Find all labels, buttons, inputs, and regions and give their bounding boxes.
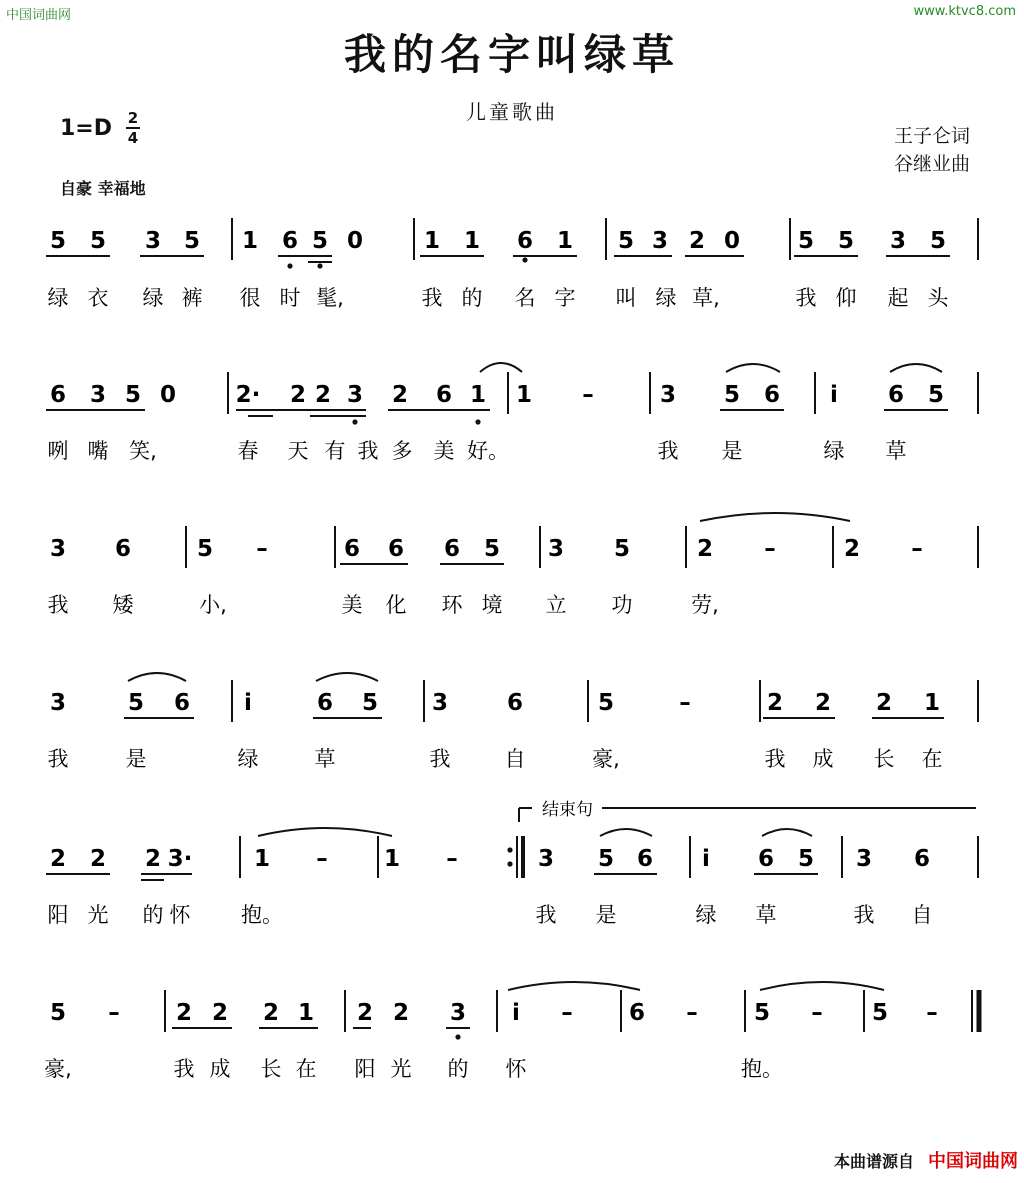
lyric: 劳, — [691, 593, 719, 617]
note: 6 — [281, 228, 299, 254]
lyric: 我 — [47, 593, 69, 617]
note: 5 — [124, 382, 142, 408]
note: 1 — [241, 228, 259, 254]
lyric: 春 — [237, 439, 259, 463]
lyric: 是 — [125, 747, 147, 771]
lyric: 的 — [447, 1057, 469, 1081]
lyric: 境 — [481, 593, 503, 617]
note: i — [702, 846, 710, 872]
note: 2 — [391, 382, 409, 408]
note: 5 — [753, 1000, 771, 1026]
note: 3 — [889, 228, 907, 254]
note: 5 — [929, 228, 947, 254]
octave-dot — [475, 419, 480, 424]
note: 3 — [346, 382, 364, 408]
note: 2 — [49, 846, 67, 872]
note: 3 — [431, 690, 449, 716]
note: 3 — [659, 382, 677, 408]
lyric: 自 — [911, 903, 933, 927]
note: 5 — [613, 536, 631, 562]
footer — [834, 1147, 1018, 1173]
note: 2 — [688, 228, 706, 254]
lyric: 成 — [209, 1057, 231, 1081]
lyric: 光 — [87, 903, 109, 927]
lyric: 裤 — [181, 286, 203, 310]
lyric: 叫 — [615, 286, 637, 310]
note: 6 — [506, 690, 524, 716]
lyric: 草 — [314, 747, 336, 771]
lyric: 是 — [721, 439, 743, 463]
note: 2 — [144, 846, 162, 872]
note: – — [561, 1000, 573, 1026]
note: 5 — [127, 690, 145, 716]
lyric: 绿 — [142, 286, 164, 310]
note: 3 — [49, 536, 67, 562]
note: 0 — [346, 228, 364, 254]
note: 2 — [814, 690, 832, 716]
lyric: 头 — [927, 286, 949, 310]
note: 5 — [89, 228, 107, 254]
song-title: 我的名字叫绿草 — [343, 30, 680, 79]
note: i — [512, 1000, 520, 1026]
note: – — [926, 1000, 938, 1026]
note: 2 — [696, 536, 714, 562]
lyric: 美 — [341, 593, 363, 617]
lyric: 光 — [390, 1057, 412, 1081]
note: 5 — [617, 228, 635, 254]
lyric: 抱。 — [241, 903, 283, 927]
note: – — [256, 536, 268, 562]
slur — [890, 364, 942, 372]
octave-dot — [317, 263, 322, 268]
meter-bottom: 4 — [127, 129, 139, 147]
lyric: 名 — [514, 286, 536, 310]
note: 2 — [392, 1000, 410, 1026]
octave-dot — [287, 263, 292, 268]
lyric: 绿 — [695, 903, 717, 927]
note: – — [316, 846, 328, 872]
note: 1 — [297, 1000, 315, 1026]
lyric: 自 — [504, 747, 526, 771]
lyric: 我 — [764, 747, 786, 771]
footer-site: 中国词曲网 — [928, 1151, 1018, 1172]
note: – — [446, 846, 458, 872]
note: 3 — [651, 228, 669, 254]
repeat-dot — [507, 861, 512, 866]
note: 3 — [89, 382, 107, 408]
note: 6 — [516, 228, 534, 254]
lyric: 豪, — [592, 747, 620, 771]
note: 6 — [316, 690, 334, 716]
note: 3 — [547, 536, 565, 562]
lyric: 咧 — [47, 439, 69, 463]
note: 2 — [843, 536, 861, 562]
note: 6 — [636, 846, 654, 872]
lyric: 在 — [295, 1057, 317, 1081]
lyric: 我 — [47, 747, 69, 771]
note: 3 — [49, 690, 67, 716]
lyric: 我 — [853, 903, 875, 927]
note: 2 — [211, 1000, 229, 1026]
note: 6 — [913, 846, 931, 872]
lyric: 很 — [239, 286, 261, 310]
lyric: 起 — [887, 286, 909, 310]
note: i — [830, 382, 838, 408]
note: 6 — [49, 382, 67, 408]
note: 3· — [167, 846, 193, 872]
lyric: 阳 — [354, 1057, 376, 1081]
slur — [128, 673, 186, 681]
lyric: 多 — [391, 439, 413, 463]
octave-dot — [352, 419, 357, 424]
note: 2 — [175, 1000, 193, 1026]
note: 5 — [871, 1000, 889, 1026]
watermark-left: 中国词曲网 — [6, 8, 72, 23]
slur — [480, 363, 522, 372]
note: 5 — [837, 228, 855, 254]
note: 6 — [763, 382, 781, 408]
slur — [700, 513, 850, 521]
lyric: 绿 — [47, 286, 69, 310]
note: 5 — [927, 382, 945, 408]
lyric: 我 — [421, 286, 443, 310]
note: 3 — [144, 228, 162, 254]
note: 6 — [114, 536, 132, 562]
lyric: 字 — [554, 286, 576, 310]
note: 1 — [515, 382, 533, 408]
note: 5 — [723, 382, 741, 408]
lyric: 嘴 — [87, 439, 109, 463]
note: 2 — [875, 690, 893, 716]
lyric: 成 — [812, 747, 834, 771]
note: 6 — [628, 1000, 646, 1026]
note: 3 — [537, 846, 555, 872]
lyric: 的 — [142, 903, 164, 927]
lyric: 环 — [441, 593, 463, 617]
note: 5 — [361, 690, 379, 716]
key-signature: 1=D — [60, 116, 113, 141]
lyric: 抱。 — [741, 1057, 783, 1081]
note: 5 — [49, 1000, 67, 1026]
lyric: 绿 — [823, 439, 845, 463]
note: 1 — [423, 228, 441, 254]
octave-dot — [455, 1034, 460, 1039]
note: 6 — [435, 382, 453, 408]
slur — [508, 982, 640, 990]
lyric: 绿 — [237, 747, 259, 771]
note: 6 — [173, 690, 191, 716]
note: 2· — [235, 382, 261, 408]
note: 2 — [89, 846, 107, 872]
note: 2 — [356, 1000, 374, 1026]
note: 6 — [887, 382, 905, 408]
note: 6 — [443, 536, 461, 562]
slur — [760, 982, 884, 990]
note: 3 — [449, 1000, 467, 1026]
lyric: 在 — [921, 747, 943, 771]
note: 1 — [923, 690, 941, 716]
lyric: 我 — [173, 1057, 195, 1081]
note: 5 — [196, 536, 214, 562]
note: 2 — [766, 690, 784, 716]
lyric: 矮 — [112, 593, 134, 617]
note: 6 — [757, 846, 775, 872]
lyric: 髦, — [316, 286, 344, 310]
ending-label: 结束句 — [542, 800, 593, 820]
lyric: 天 — [287, 439, 309, 463]
lyric: 怀 — [505, 1057, 527, 1081]
note: – — [764, 536, 776, 562]
lyric: 绿 — [655, 286, 677, 310]
note: 2 — [314, 382, 332, 408]
lyric: 我 — [795, 286, 817, 310]
note: 1 — [383, 846, 401, 872]
slur — [258, 828, 392, 836]
note: 5 — [483, 536, 501, 562]
lyric: 长 — [873, 747, 895, 771]
lyric: 功 — [611, 593, 633, 617]
note: 3 — [855, 846, 873, 872]
note: – — [582, 382, 594, 408]
note: 5 — [311, 228, 329, 254]
lyric: 小, — [199, 593, 227, 617]
note: 1 — [469, 382, 487, 408]
note: 5 — [183, 228, 201, 254]
lyric: 草, — [692, 286, 720, 310]
lyric: 我 — [657, 439, 679, 463]
lyric: 豪, — [44, 1057, 72, 1081]
slur — [316, 673, 378, 681]
lyric: 长 — [260, 1057, 282, 1081]
slur — [726, 364, 780, 372]
composer: 谷继业曲 — [893, 153, 970, 175]
note: 2 — [262, 1000, 280, 1026]
lyric: 的 — [461, 286, 483, 310]
lyric: 立 — [545, 593, 567, 617]
meter-top: 2 — [127, 109, 139, 127]
note: – — [686, 1000, 698, 1026]
lyricist: 王子仑词 — [893, 125, 970, 147]
lyric: 好。 — [467, 439, 509, 463]
note: 6 — [387, 536, 405, 562]
lyric: 草 — [755, 903, 777, 927]
note: 5 — [797, 228, 815, 254]
note: 6 — [343, 536, 361, 562]
note: 1 — [556, 228, 574, 254]
note: – — [679, 690, 691, 716]
note: 5 — [597, 846, 615, 872]
note: 1 — [463, 228, 481, 254]
note: 5 — [797, 846, 815, 872]
repeat-dot — [507, 847, 512, 852]
lyric: 笑, — [129, 439, 157, 463]
slur — [600, 829, 652, 836]
note: – — [911, 536, 923, 562]
octave-dot — [522, 257, 527, 262]
note: 0 — [723, 228, 741, 254]
lyric: 时 — [279, 286, 301, 310]
lyric: 我 — [357, 439, 379, 463]
note: 0 — [159, 382, 177, 408]
note: – — [108, 1000, 120, 1026]
lyric: 怀 — [169, 903, 191, 927]
song-subtitle: 儿童歌曲 — [466, 100, 558, 124]
note: – — [811, 1000, 823, 1026]
lyric: 仰 — [835, 286, 857, 310]
note: 5 — [597, 690, 615, 716]
footer-source: 本曲谱源自 — [833, 1152, 914, 1171]
note: 1 — [253, 846, 271, 872]
slur — [762, 829, 812, 836]
note: 5 — [49, 228, 67, 254]
lyric: 有 — [324, 439, 346, 463]
lyric: 阳 — [47, 903, 69, 927]
lyric: 衣 — [87, 286, 109, 310]
lyric: 我 — [535, 903, 557, 927]
note: 2 — [289, 382, 307, 408]
tempo-marking: 自豪 幸福地 — [60, 179, 146, 198]
lyric: 是 — [595, 903, 617, 927]
lyric: 美 — [433, 439, 455, 463]
lyric: 化 — [385, 593, 407, 617]
note: i — [244, 690, 252, 716]
watermark-right: www.ktvc8.com — [913, 4, 1016, 19]
lyric: 草 — [885, 439, 907, 463]
lyric: 我 — [429, 747, 451, 771]
